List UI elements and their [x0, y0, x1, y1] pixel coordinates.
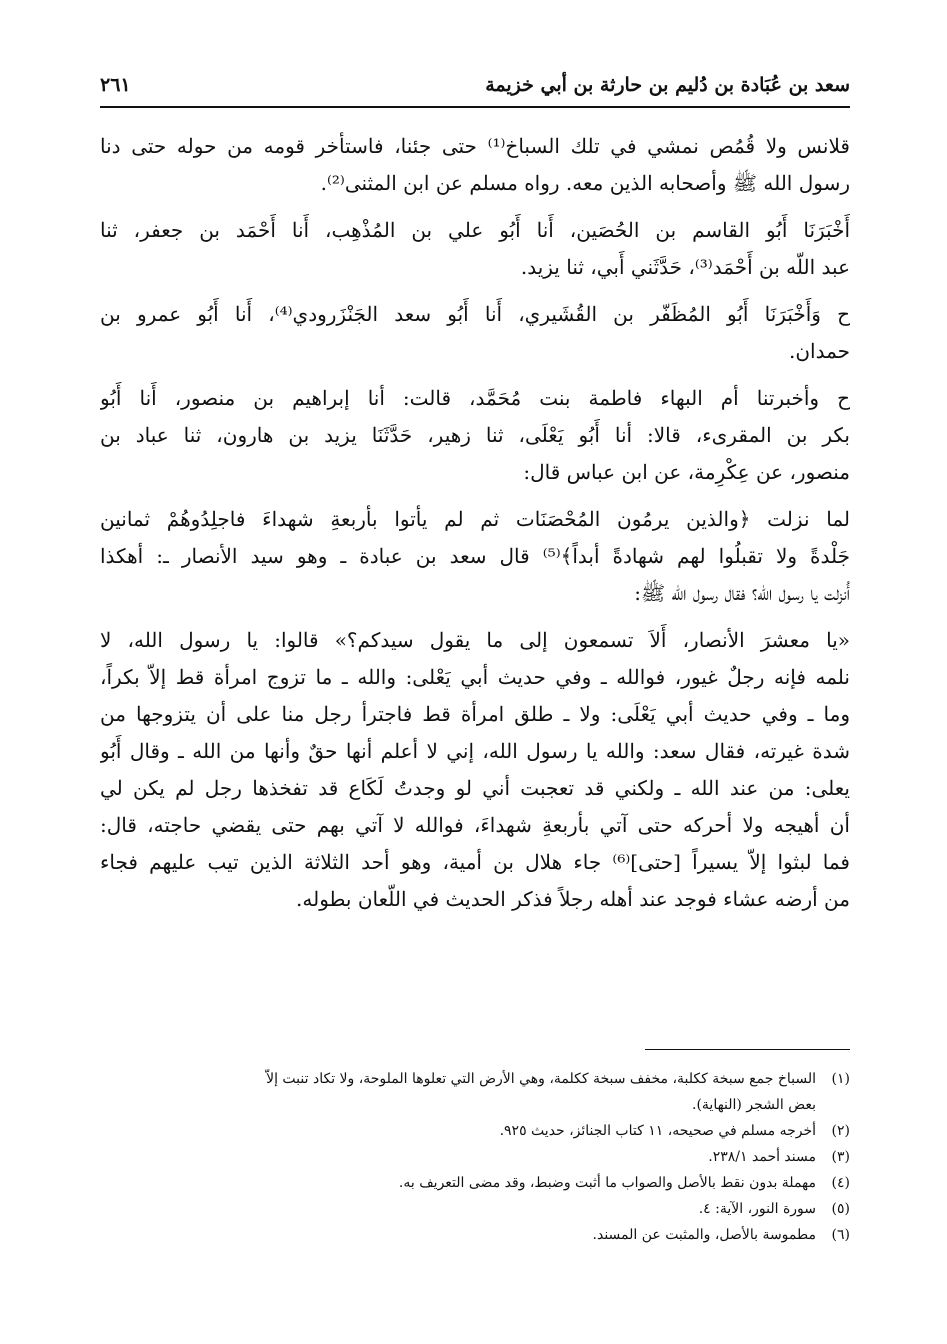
- text-line: فما لبثوا إلاّ يسيراً [حتى]⁽⁶⁾ جاء هلال بن أمية، وهو أحد الثلاثة الذين تيب عليهم فجاء: [100, 850, 850, 874]
- footnote-text: سورة النور، الآية: ٤.: [698, 1201, 816, 1217]
- text-line: جَلْدةً ولا تقبلُوا لهم شهادةً أبداً﴾⁽⁵⁾ قال سعد بن عبادة ـ وهو سيد الأنصار ـ: أهكذا: [100, 544, 850, 568]
- footnote-number: (٦): [831, 1227, 850, 1243]
- footnote-separator: [645, 1049, 850, 1050]
- text-line: شدة غيرته، فقال سعد: والله يا رسول الله، إني لا أعلم أنها حقٌ وأنها من الله ـ وقال أَبُو: [100, 739, 850, 763]
- text-line: ح وَأَخْبَرَنَا أَبُو المُظَفّر بن القُشَيري، أَنا أَبُو سعد الجَنْزَرودي⁽⁴⁾، أَنا أَبُو عمرو بن: [100, 302, 850, 326]
- footnote-text: السباخ جمع سبخة ككلبة، مخفف سبخة ككلمة، وهي الأرض التي تعلوها الملوحة، ولا تكاد تنبت إلاّ: [266, 1071, 816, 1087]
- text-line: حمدان.: [788, 339, 850, 363]
- footnote-number: (٥): [831, 1201, 850, 1217]
- text-line: ح وأخبرتنا أم البهاء فاطمة بنت مُحَمَّد، قالت: أنا إبراهيم بن منصور، أَنا أَبُو: [100, 386, 850, 410]
- footnote-number: (٤): [831, 1175, 850, 1191]
- text-line: أَخْبَرَنَا أَبُو القاسم بن الحُصَين، أَنا أَبُو علي بن المُذْهِب، أَنا أَحْمَد بن جعفر، ثنا: [100, 218, 850, 242]
- text-line: «يا معشرَ الأنصار، أَلاَ تسمعون إلى ما يقول سيدكم؟» قالوا: يا رسول الله، لا: [100, 628, 850, 652]
- page-number: ٢٦١: [100, 74, 131, 96]
- text-line: بكر بن المقرىء، قالا: أنا أَبُو يَعْلَى، ثنا زهير، حَدَّثَنَا يزيد بن هارون، ثنا عباد بن: [100, 423, 850, 447]
- footnote: [100, 1222, 850, 1248]
- text-line: وما ـ وفي حديث أبي يَعْلَى: ولا ـ طلق امرأة قط فاجترأ رجل منا على أن يتزوجها من: [100, 702, 850, 726]
- footnote: [100, 1118, 850, 1144]
- text-line: يعلى: من عند الله ـ ولكني قد تعجبت أني لو وجدتُ لَكَاع قد تفخذها رجل لم يكن لي: [100, 776, 850, 800]
- footnote-text: بعض الشجر (النهاية).: [692, 1097, 816, 1113]
- footnote: [100, 1196, 850, 1222]
- footnote-number: (٣): [831, 1149, 850, 1165]
- footnotes: [100, 1066, 850, 1248]
- running-title: سعد بن عُبَادة بن دُليم بن حارثة بن أبي خزيمة: [485, 74, 850, 96]
- text-line: عبد اللّه بن أَحْمَد⁽³⁾، حَدَّثَني أَبي، ثنا يزيد.: [520, 255, 850, 279]
- footnote: [100, 1144, 850, 1170]
- footnote-number: (٢): [831, 1123, 850, 1139]
- page-header: [100, 66, 850, 108]
- footnote: [100, 1170, 850, 1196]
- text-line: نلمه فإنه رجلٌ غيور، فوالله ـ وفي حديث أبي يَعْلى: والله ـ ما تزوج امرأة قط إلاّ بكراً،: [100, 665, 850, 689]
- footnote-text: مسند أحمد ٢٣٨/١.: [708, 1149, 816, 1165]
- footnote-text: أخرجه مسلم في صحيحه، ١١ كتاب الجنائز، حديث ٩٢٥.: [499, 1123, 816, 1139]
- text-line: قلانس ولا قُمُص نمشي في تلك السباخ⁽¹⁾ حتى جئنا، فاستأخر قومه من حوله حتى دنا: [100, 134, 850, 158]
- footnote-text: مطموسة بالأصل، والمثبت عن المسند.: [592, 1227, 816, 1243]
- main-text: [100, 128, 850, 918]
- footnote: [100, 1066, 850, 1092]
- text-line: رسول الله ﷺ وأصحابه الذين معه. رواه مسلم عن ابن المثنى⁽²⁾.: [320, 171, 850, 195]
- text-line: لما نزلت ﴿والذين يرمُون المُحْصَنَات ثم لم يأتوا بأربعةِ شهداءَ فاجلِدُوهُمْ ثمانين: [100, 507, 850, 531]
- text-line: منصور، عن عِكْرِمة، عن ابن عباس قال:: [523, 460, 850, 484]
- footnote-continuation: [100, 1092, 850, 1118]
- footnote-number: (١): [831, 1071, 850, 1087]
- text-line: أُنزلت يا رسول الله؟ فقال رسول الله ﷺ:: [634, 581, 850, 605]
- text-line: أن أهيجه ولا أحركه حتى آتي بأربعةِ شهداءَ، فوالله لا آتي بهم حتى يقضي حاجته، قال:: [100, 813, 850, 837]
- text-line: من أرضه عشاء فوجد عند أهله رجلاً فذكر الحديث في اللّعان بطوله.: [296, 887, 850, 911]
- footnote-text: مهملة بدون نقط بالأصل والصواب ما أثبت وضبط، وقد مضى التعريف به.: [398, 1175, 816, 1191]
